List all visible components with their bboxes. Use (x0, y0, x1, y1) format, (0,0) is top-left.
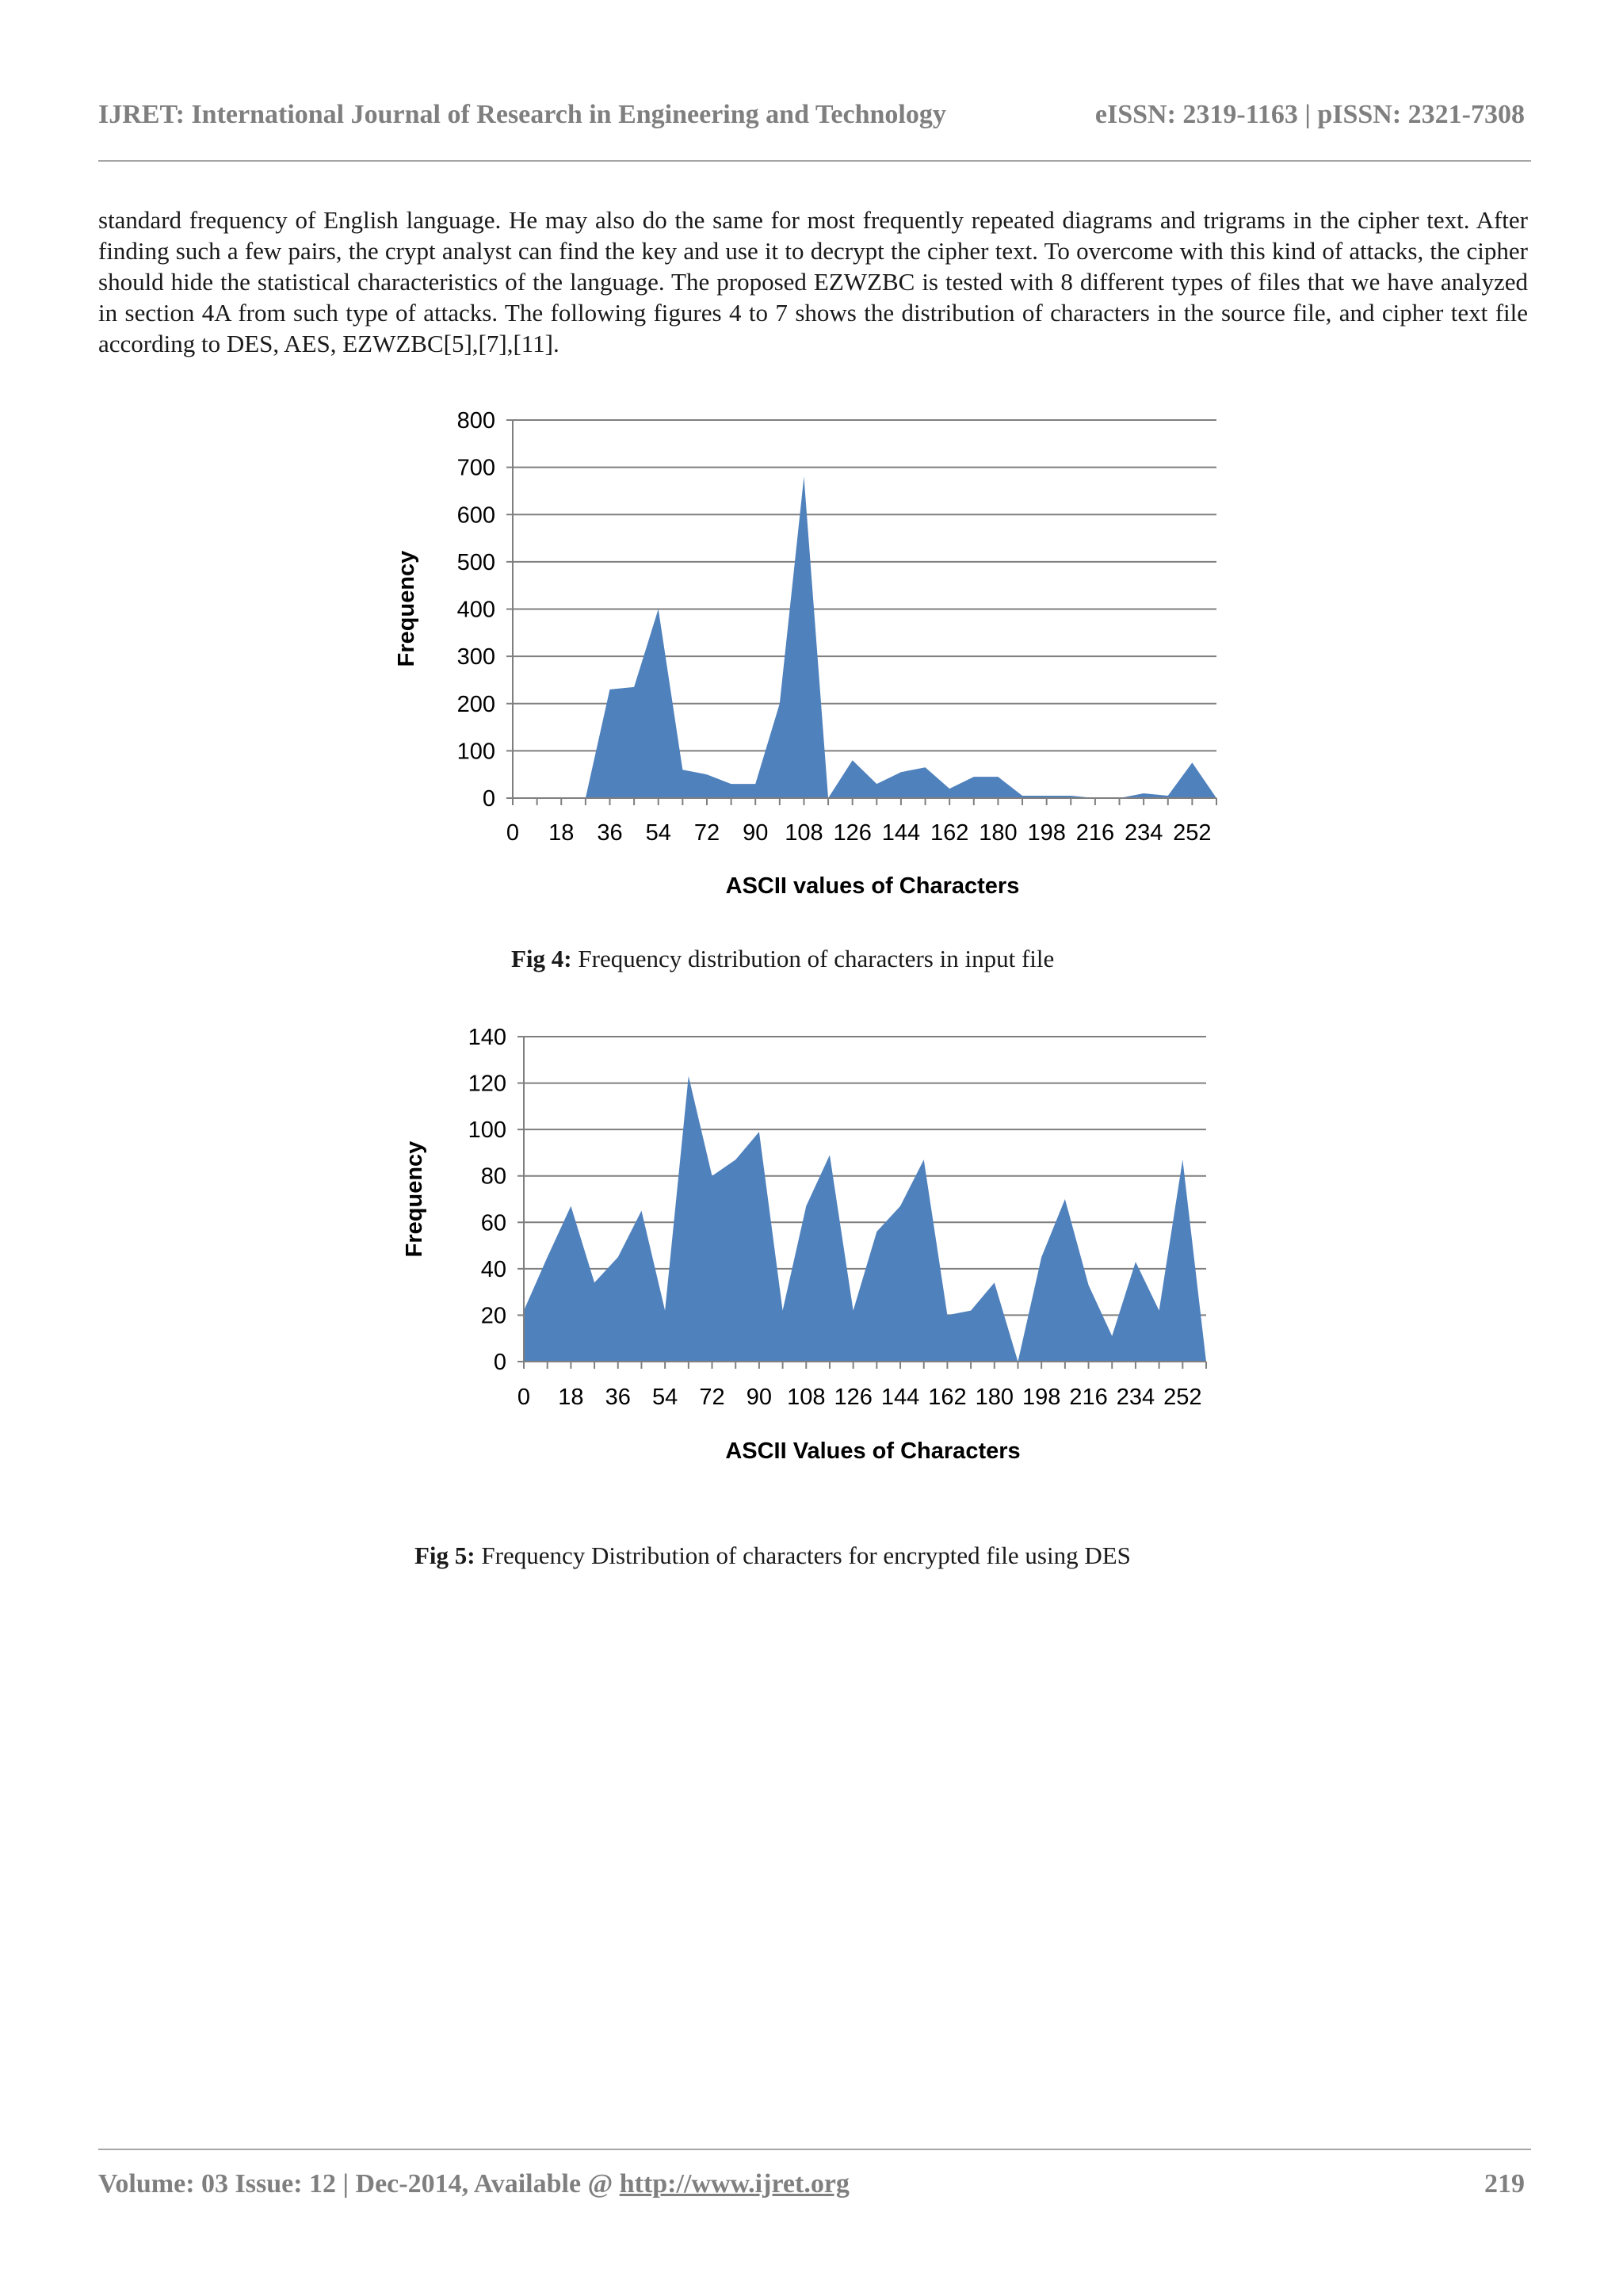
header-divider (98, 160, 1531, 162)
y-tick-label: 200 (456, 691, 495, 717)
footer-divider (98, 2149, 1531, 2150)
x-tick-label: 198 (1022, 1385, 1061, 1410)
x-tick-label: 216 (1075, 820, 1115, 846)
x-tick-label: 18 (548, 820, 575, 846)
footer-volume-text: Volume: 03 Issue: 12 | Dec-2014, Available @ (98, 2169, 620, 2199)
x-tick-label: 108 (787, 1385, 826, 1410)
x-tick-label: 126 (833, 820, 872, 846)
x-tick-label: 126 (834, 1385, 873, 1410)
y-axis-title: Frequency (402, 1140, 427, 1258)
y-tick-label: 700 (456, 455, 495, 481)
x-tick-label: 0 (506, 820, 520, 846)
fig4-chart (388, 400, 1244, 923)
x-tick-label: 36 (597, 820, 623, 846)
fig5-caption-text: Frequency Distribution of characters for encrypted file using DES (481, 1541, 1131, 1569)
fig4-caption-text: Frequency distribution of characters in input file (578, 945, 1055, 972)
y-tick-label: 600 (456, 502, 495, 529)
body-paragraph: standard frequency of English language. He may also do the same for most frequently repeated diagrams and trigrams in the cipher text. After finding such a few pairs, the crypt analyst can find the key and use it to decrypt the cipher text. To overcome with this kind of attacks, the cipher should hide the statistical characteristics of the language. The proposed EZWZBC is tested with 8 different types of files that we have analyzed in section 4A from such type of attacks. The following figures 4 to 7 shows the distribution of characters in the source file, and cipher text file according to DES, AES, EZWZBC[5],[7],[11]. (98, 206, 1528, 357)
page-header (98, 100, 1525, 132)
y-tick-label: 500 (456, 549, 495, 575)
x-tick-label: 0 (517, 1385, 531, 1410)
issn-info: eISSN: 2319-1163 | pISSN: 2321-7308 (1094, 100, 1525, 129)
fig4-caption (511, 945, 1054, 973)
y-tick-label: 20 (480, 1303, 506, 1329)
journal-title: IJRET: International Journal of Research in Engineering and Technology (98, 100, 946, 129)
fig5-caption (414, 1541, 1131, 1570)
y-tick-label: 400 (456, 597, 495, 623)
x-tick-label: 252 (1163, 1385, 1202, 1410)
x-tick-label: 198 (1027, 820, 1066, 846)
area-series (513, 477, 1216, 798)
x-tick-label: 54 (652, 1385, 678, 1410)
page-footer (98, 2169, 1525, 2201)
y-tick-label: 300 (456, 644, 495, 670)
x-tick-label: 72 (699, 1385, 725, 1410)
y-tick-label: 120 (468, 1071, 506, 1097)
x-tick-label: 90 (746, 1385, 773, 1410)
y-tick-label: 60 (480, 1210, 506, 1236)
fig4-label: Fig 4: (511, 945, 572, 972)
page-number: 219 (1484, 2169, 1525, 2199)
y-tick-label: 800 (456, 408, 495, 434)
x-tick-label: 180 (979, 820, 1018, 846)
x-tick-label: 36 (605, 1385, 631, 1410)
x-tick-label: 90 (743, 820, 769, 846)
area-series (524, 1076, 1206, 1362)
x-tick-label: 18 (558, 1385, 584, 1410)
x-tick-label: 54 (645, 820, 671, 846)
x-axis-title: ASCII values of Characters (725, 873, 1020, 899)
y-tick-label: 80 (480, 1163, 506, 1190)
x-tick-label: 108 (785, 820, 823, 846)
x-tick-label: 144 (880, 1385, 920, 1410)
x-tick-label: 162 (928, 1385, 967, 1410)
y-tick-label: 100 (456, 739, 495, 765)
x-tick-label: 180 (975, 1385, 1014, 1410)
y-tick-label: 140 (468, 1025, 506, 1050)
fig5-chart (388, 1014, 1244, 1490)
x-tick-label: 234 (1124, 820, 1163, 846)
x-tick-label: 144 (881, 820, 921, 846)
x-tick-label: 234 (1116, 1385, 1155, 1410)
fig5-label: Fig 5: (414, 1541, 475, 1569)
footer-volume (98, 2169, 850, 2199)
x-tick-label: 216 (1069, 1385, 1108, 1410)
y-axis-title: Frequency (394, 550, 419, 667)
y-tick-label: 0 (482, 786, 495, 812)
x-tick-label: 252 (1173, 820, 1212, 846)
y-tick-label: 40 (480, 1256, 506, 1282)
x-tick-label: 162 (930, 820, 969, 846)
x-axis-title: ASCII Values of Characters (725, 1438, 1021, 1464)
journal-link[interactable]: http://www.ijret.org (619, 2169, 850, 2199)
y-tick-label: 100 (468, 1117, 506, 1144)
y-tick-label: 0 (493, 1350, 506, 1375)
x-tick-label: 72 (693, 820, 720, 846)
